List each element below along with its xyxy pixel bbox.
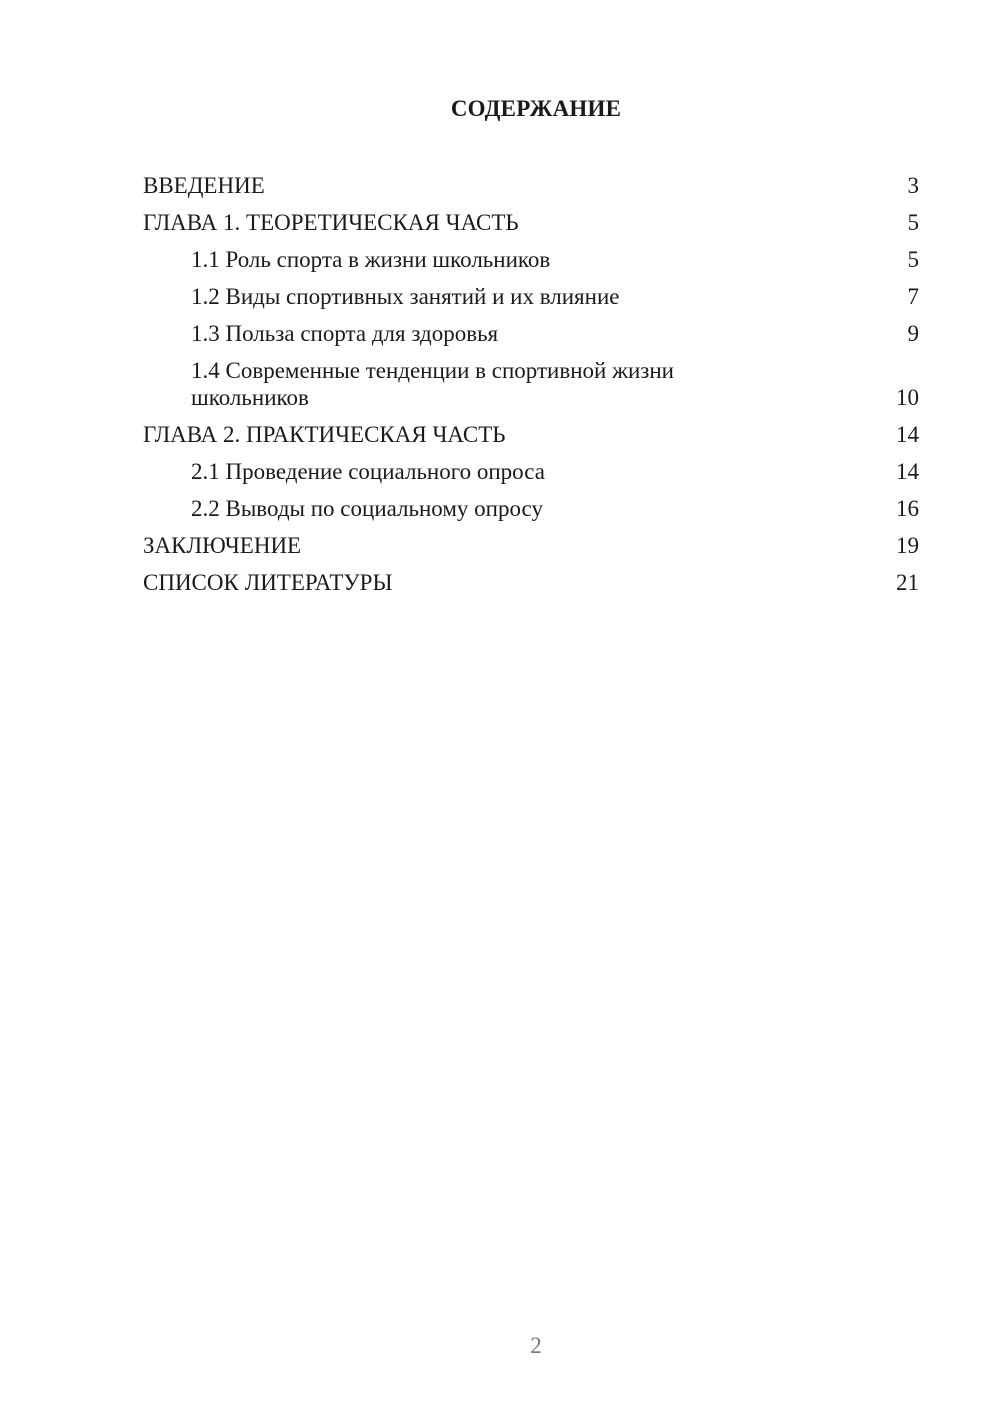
toc-entry-label: ГЛАВА 2. ПРАКТИЧЕСКАЯ ЧАСТЬ: [143, 422, 506, 447]
toc-entry-section-2-2: [143, 490, 919, 527]
page-title: СОДЕРЖАНИЕ: [450, 96, 622, 121]
toc-entry-chapter-1: [143, 204, 919, 241]
toc-entry-label: 1.4 Современные тенденции в спортивной жизни школьников: [191, 358, 674, 410]
toc-entry-page: 19: [896, 533, 919, 558]
toc-entry-section-1-3: [143, 315, 919, 352]
toc-entry-page: 16: [896, 496, 919, 521]
toc-entry-label: ГЛАВА 1. ТЕОРЕТИЧЕСКАЯ ЧАСТЬ: [143, 210, 519, 235]
page-number: 2: [530, 1333, 542, 1358]
toc-entry-page: 10: [896, 385, 919, 410]
toc-entry-section-1-4: [143, 352, 919, 416]
toc-entry-label: ЗАКЛЮЧЕНИЕ: [143, 533, 302, 558]
toc-entry-section-1-2: [143, 278, 919, 315]
toc-entry-label: ВВЕДЕНИЕ: [143, 173, 265, 198]
toc-entry-label: 1.1 Роль спорта в жизни школьников: [191, 247, 551, 272]
toc-entry-page: 9: [907, 321, 919, 346]
toc-entry-label: 2.1 Проведение социального опроса: [191, 459, 545, 484]
toc-entry-page: 14: [896, 422, 919, 447]
toc-entry-page: 14: [896, 459, 919, 484]
toc-entry-section-2-1: [143, 453, 919, 490]
toc-entry-references: [143, 564, 919, 601]
toc-entry-label: СПИСОК ЛИТЕРАТУРЫ: [143, 570, 393, 595]
toc-entry-label: 1.3 Польза спорта для здоровья: [191, 321, 499, 346]
toc-entry-page: 3: [907, 173, 919, 198]
toc-entry-page: 5: [907, 210, 919, 235]
toc-entry-section-1-1: [143, 241, 919, 278]
toc-entry-introduction: [143, 167, 919, 204]
table-of-contents: [143, 167, 919, 601]
toc-entry-page: 7: [907, 284, 919, 309]
toc-entry-label: 2.2 Выводы по социальному опросу: [191, 496, 543, 521]
toc-entry-chapter-2: [143, 416, 919, 453]
toc-entry-label: 1.2 Виды спортивных занятий и их влияние: [191, 284, 620, 309]
toc-entry-conclusion: [143, 527, 919, 564]
toc-entry-page: 5: [907, 247, 919, 272]
toc-entry-page: 21: [896, 570, 919, 595]
